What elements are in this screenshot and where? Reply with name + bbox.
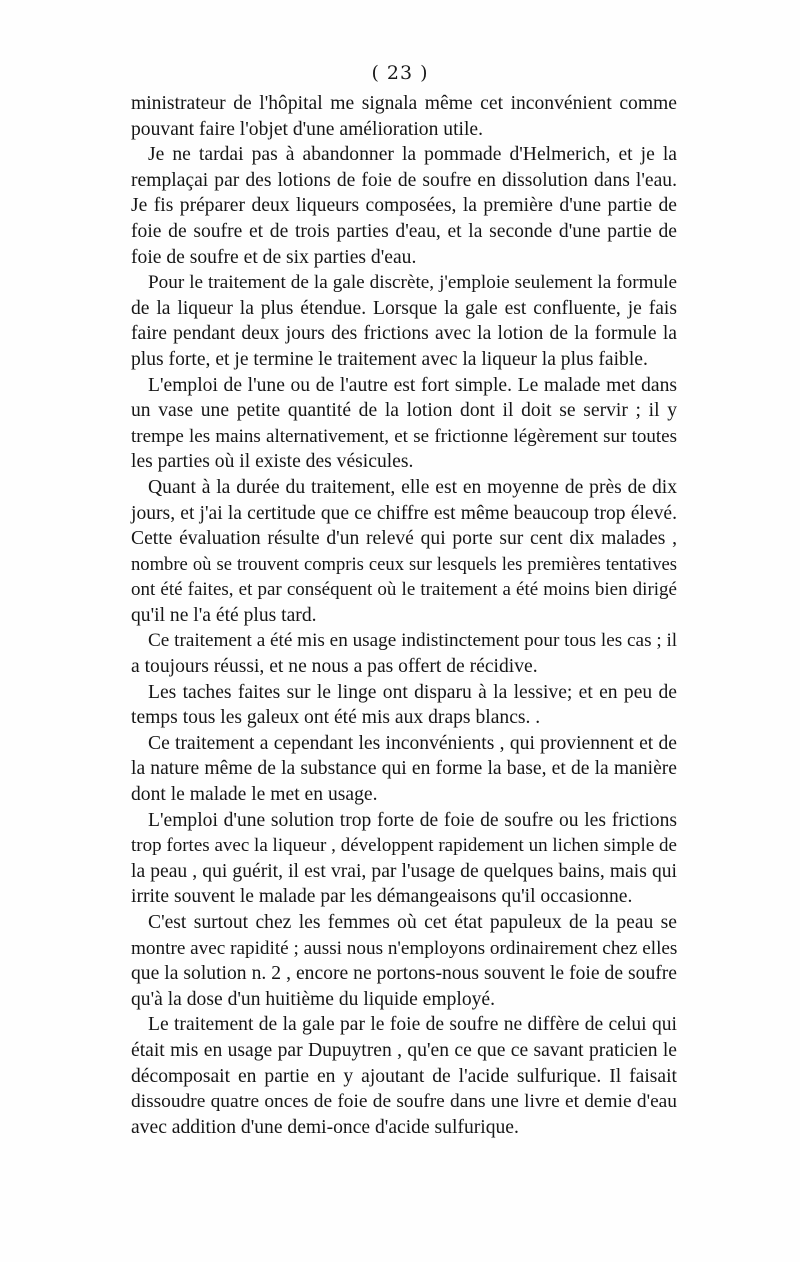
- text-line: décomposait en partie en y ajoutant de l'acide sulfurique. Il faisait: [131, 1065, 677, 1087]
- text-line: Ce traitement a été mis en usage indistinctement pour tous les cas ; il: [148, 630, 678, 652]
- text-line: remplaçai par des lotions de foie de soufre en dissolution dans l'eau.: [131, 169, 677, 191]
- text-line: faire pendant deux jours des frictions avec la lotion de la formule la: [131, 323, 677, 345]
- text-line: a toujours réussi, et ne nous a pas offert de récidive.: [131, 656, 538, 678]
- page-number: ( 23 ): [371, 62, 429, 84]
- text-line: Les taches faites sur le linge ont disparu à la lessive; et en peu de: [148, 681, 677, 703]
- text-line: irrite souvent le malade par les démangeaisons qu'il occasionne.: [131, 886, 633, 908]
- text-line: temps tous les galeux ont été mis aux draps blancs. .: [131, 707, 541, 729]
- text-line: ministrateur de l'hôpital me signala même cet inconvénient comme: [131, 93, 677, 114]
- text-line: qu'il ne l'a été plus tard.: [131, 604, 317, 626]
- text-line: L'emploi d'une solution trop forte de foie de soufre ou les frictions: [148, 809, 677, 831]
- text-line: de la liqueur la plus étendue. Lorsque la gale est confluente, je fais: [131, 297, 677, 319]
- text-line: montre avec rapidité ; aussi nous n'employons ordinairement chez elles: [131, 937, 678, 959]
- text-line: Je fis préparer deux liqueurs composées, la première d'une partie de: [131, 195, 677, 217]
- text-line: C'est surtout chez les femmes où cet état papuleux de la peau se: [148, 912, 677, 933]
- text-line: jours, et j'ai la certitude que ce chiffre est même beaucoup trop élevé.: [131, 502, 677, 524]
- text-line: dont le malade le met en usage.: [131, 784, 378, 806]
- text-line: foie de soufre et de six parties d'eau.: [131, 246, 417, 268]
- text-line: pouvant faire l'objet d'une amélioration utile.: [131, 118, 484, 140]
- text-line: la peau , qui guérit, il est vrai, par l'usage de quelques bains, mais qui: [131, 860, 677, 882]
- text-line: Le traitement de la gale par le foie de soufre ne diffère de celui qui: [148, 1014, 677, 1036]
- text-line: ont été faites, et par conséquent où le traitement a été moins bien dirigé: [131, 579, 677, 601]
- text-line: foie de soufre et de trois parties d'eau, et la seconde d'une partie de: [131, 220, 677, 242]
- text-line: L'emploi de l'une ou de l'autre est fort simple. Le malade met dans: [148, 374, 677, 396]
- text-line: Pour le traitement de la gale discrète, j'emploie seulement la formule: [148, 272, 677, 294]
- text-line: dissoudre quatre onces de foie de soufre dans une livre et demie d'eau: [131, 1091, 677, 1113]
- text-line: que la solution n. 2 , encore ne portons-nous souvent le foie de soufre: [131, 963, 677, 985]
- text-line: qu'à la dose d'un huitième du liquide employé.: [131, 988, 496, 1010]
- text-line: un vase une petite quantité de la lotion dont il doit se servir ; il y: [131, 400, 677, 422]
- text-line: Cette évaluation résulte d'un relevé qui porte sur cent dix malades ,: [131, 528, 677, 550]
- text-line: Ce traitement a cependant les inconvénients , qui proviennent et de: [148, 732, 677, 754]
- text-line: Quant à la durée du traitement, elle est en moyenne de près de dix: [148, 476, 677, 498]
- text-line: Je ne tardai pas à abandonner la pommade d'Helmerich, et je la: [148, 144, 677, 166]
- body-text: [131, 91, 677, 1140]
- text-line: la nature même de la substance qui en forme la base, et de la manière: [131, 758, 677, 780]
- text-line: avec addition d'une demi-once d'acide sulfurique.: [131, 1116, 519, 1138]
- text-line: trempe les mains alternativement, et se frictionne légèrement sur toutes: [131, 425, 677, 447]
- text-line: les parties où il existe des vésicules.: [131, 451, 414, 473]
- text-line: trop fortes avec la liqueur , développent rapidement un lichen simple de: [131, 835, 677, 857]
- text-line: plus forte, et je termine le traitement avec la liqueur la plus faible.: [131, 348, 648, 370]
- text-line: nombre où se trouvent compris ceux sur lesquels les premières tentatives: [131, 553, 677, 575]
- text-line: était mis en usage par Dupuytren , qu'en ce que ce savant praticien le: [131, 1039, 677, 1061]
